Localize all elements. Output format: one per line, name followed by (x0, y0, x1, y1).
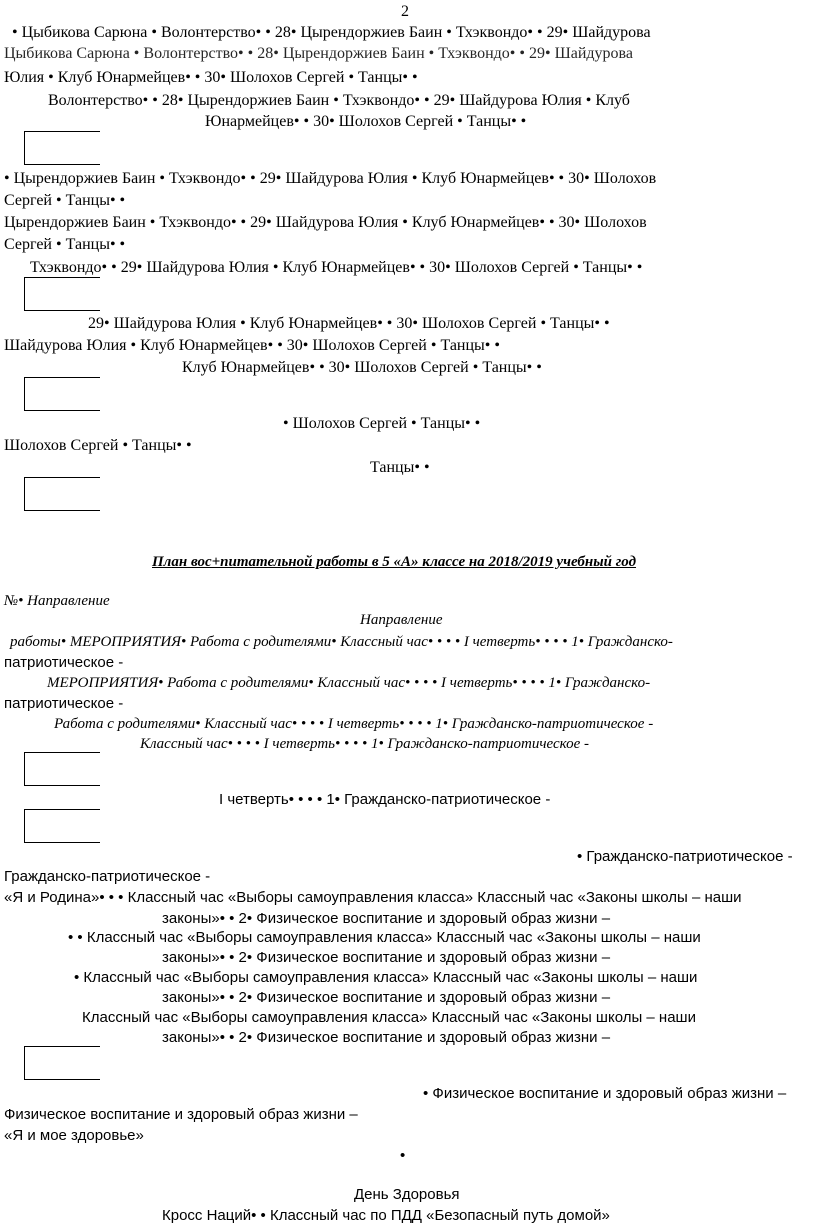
bullet: • (400, 1147, 406, 1164)
table-line: Гражданско-патриотическое - (4, 868, 211, 885)
empty-cell-box (24, 277, 100, 311)
table-line-part: Классный час• • • • I четверть• • • • 1• Гражданско-патриотическое - (140, 736, 589, 752)
table-line-part: работы• МЕРОПРИЯТИЯ• Работа с родителями• Классный час• • • • I четверть• • • • 1• Гражданско- (10, 634, 673, 650)
table-header-line: №• Направление (4, 593, 110, 609)
text-line: • Шолохов Сергей • Танцы• • (283, 415, 481, 432)
table-line: День Здоровья (354, 1186, 460, 1203)
empty-cell-box (24, 752, 100, 786)
table-line: законы»• • 2• Физическое воспитание и здоровый образ жизни – (162, 949, 611, 966)
table-line: Кросс Наций• • Классный час по ПДД «Безопасный путь домой» (162, 1207, 610, 1224)
text-line: Сергей • Танцы• • (4, 192, 126, 209)
table-line (10, 634, 673, 650)
table-line (54, 716, 653, 732)
text-line: Шайдурова Юлия • Клуб Юнармейцев• • 30• Шолохов Сергей • Танцы• • (4, 337, 500, 354)
table-line: • • Классный час «Выборы самоуправления класса» Классный час «Законы школы – наши (68, 929, 701, 946)
table-line: «Я и мое здоровье» (4, 1127, 144, 1144)
table-line: • Классный час «Выборы самоуправления класса» Классный час «Законы школы – наши (74, 969, 698, 986)
table-line: законы»• • 2• Физическое воспитание и здоровый образ жизни – (162, 989, 611, 1006)
empty-cell-box (24, 477, 100, 511)
table-header-line: Направление (360, 612, 443, 628)
text-line: Шолохов Сергей • Танцы• • (4, 437, 192, 454)
text-line: Юнармейцев• • 30• Шолохов Сергей • Танцы• • (205, 113, 527, 130)
empty-cell-box (24, 1046, 100, 1080)
text-line: Сергей • Танцы• • (4, 236, 126, 253)
text-line: Волонтерство• • 28• Цырендоржиев Баин • Тхэквондо• • 29• Шайдурова Юлия • Клуб (48, 92, 630, 109)
table-line: законы»• • 2• Физическое воспитание и здоровый образ жизни – (162, 1029, 611, 1046)
text-line: Клуб Юнармейцев• • 30• Шолохов Сергей • Танцы• • (182, 359, 542, 376)
text-line: • Цырендоржиев Баин • Тхэквондо• • 29• Шайдурова Юлия • Клуб Юнармейцев• • 30• Шолохов (4, 170, 657, 187)
text-line: Танцы• • (370, 459, 430, 476)
text-line: Цырендоржиев Баин • Тхэквондо• • 29• Шайдурова Юлия • Клуб Юнармейцев• • 30• Шолохов (4, 214, 647, 231)
table-line (47, 675, 650, 691)
table-line-part: Работа с родителями• Классный час• • • • I четверть• • • • 1• Гражданско-патриотическое - (54, 716, 654, 732)
plan-title: План вос+питательной работы в 5 «А» классе на 2018/2019 учебный год (152, 554, 637, 570)
table-line: патриотическое - (4, 654, 124, 671)
table-line (140, 736, 589, 752)
table-line: • Гражданско-патриотическое - (577, 848, 793, 865)
table-line: патриотическое - (4, 695, 124, 712)
text-line: Тхэквондо• • 29• Шайдурова Юлия • Клуб Юнармейцев• • 30• Шолохов Сергей • Танцы• • (30, 259, 643, 276)
page-number: 2 (401, 3, 409, 20)
table-line-part: МЕРОПРИЯТИЯ• Работа с родителями• Классный час• • • • I четверть• • • • 1• Гражданско- (47, 675, 651, 691)
text-line: 29• Шайдурова Юлия • Клуб Юнармейцев• • 30• Шолохов Сергей • Танцы• • (88, 315, 610, 332)
text-line: Цыбикова Сарюна • Волонтерство• • 28• Цырендоржиев Баин • Тхэквондо• • 29• Шайдурова (4, 45, 633, 62)
text-line: • Цыбикова Сарюна • Волонтерство• • 28• Цырендоржиев Баин • Тхэквондо• • 29• Шайдурова (12, 24, 651, 41)
empty-cell-box (24, 809, 100, 843)
empty-cell-box (24, 377, 100, 411)
table-line: законы»• • 2• Физическое воспитание и здоровый образ жизни – (162, 910, 611, 927)
table-line: Физическое воспитание и здоровый образ жизни – (4, 1106, 358, 1123)
empty-cell-box (24, 131, 100, 165)
table-line: I четверть• • • • 1• Гражданско-патриотическое - (219, 791, 551, 808)
text-line: Юлия • Клуб Юнармейцев• • 30• Шолохов Сергей • Танцы• • (4, 69, 418, 86)
table-line: «Я и Родина»• • • Классный час «Выборы самоуправления класса» Классный час «Законы школы – наши (4, 889, 742, 906)
table-line: • Физическое воспитание и здоровый образ жизни – (423, 1085, 787, 1102)
table-line: Классный час «Выборы самоуправления класса» Классный час «Законы школы – наши (82, 1009, 696, 1026)
